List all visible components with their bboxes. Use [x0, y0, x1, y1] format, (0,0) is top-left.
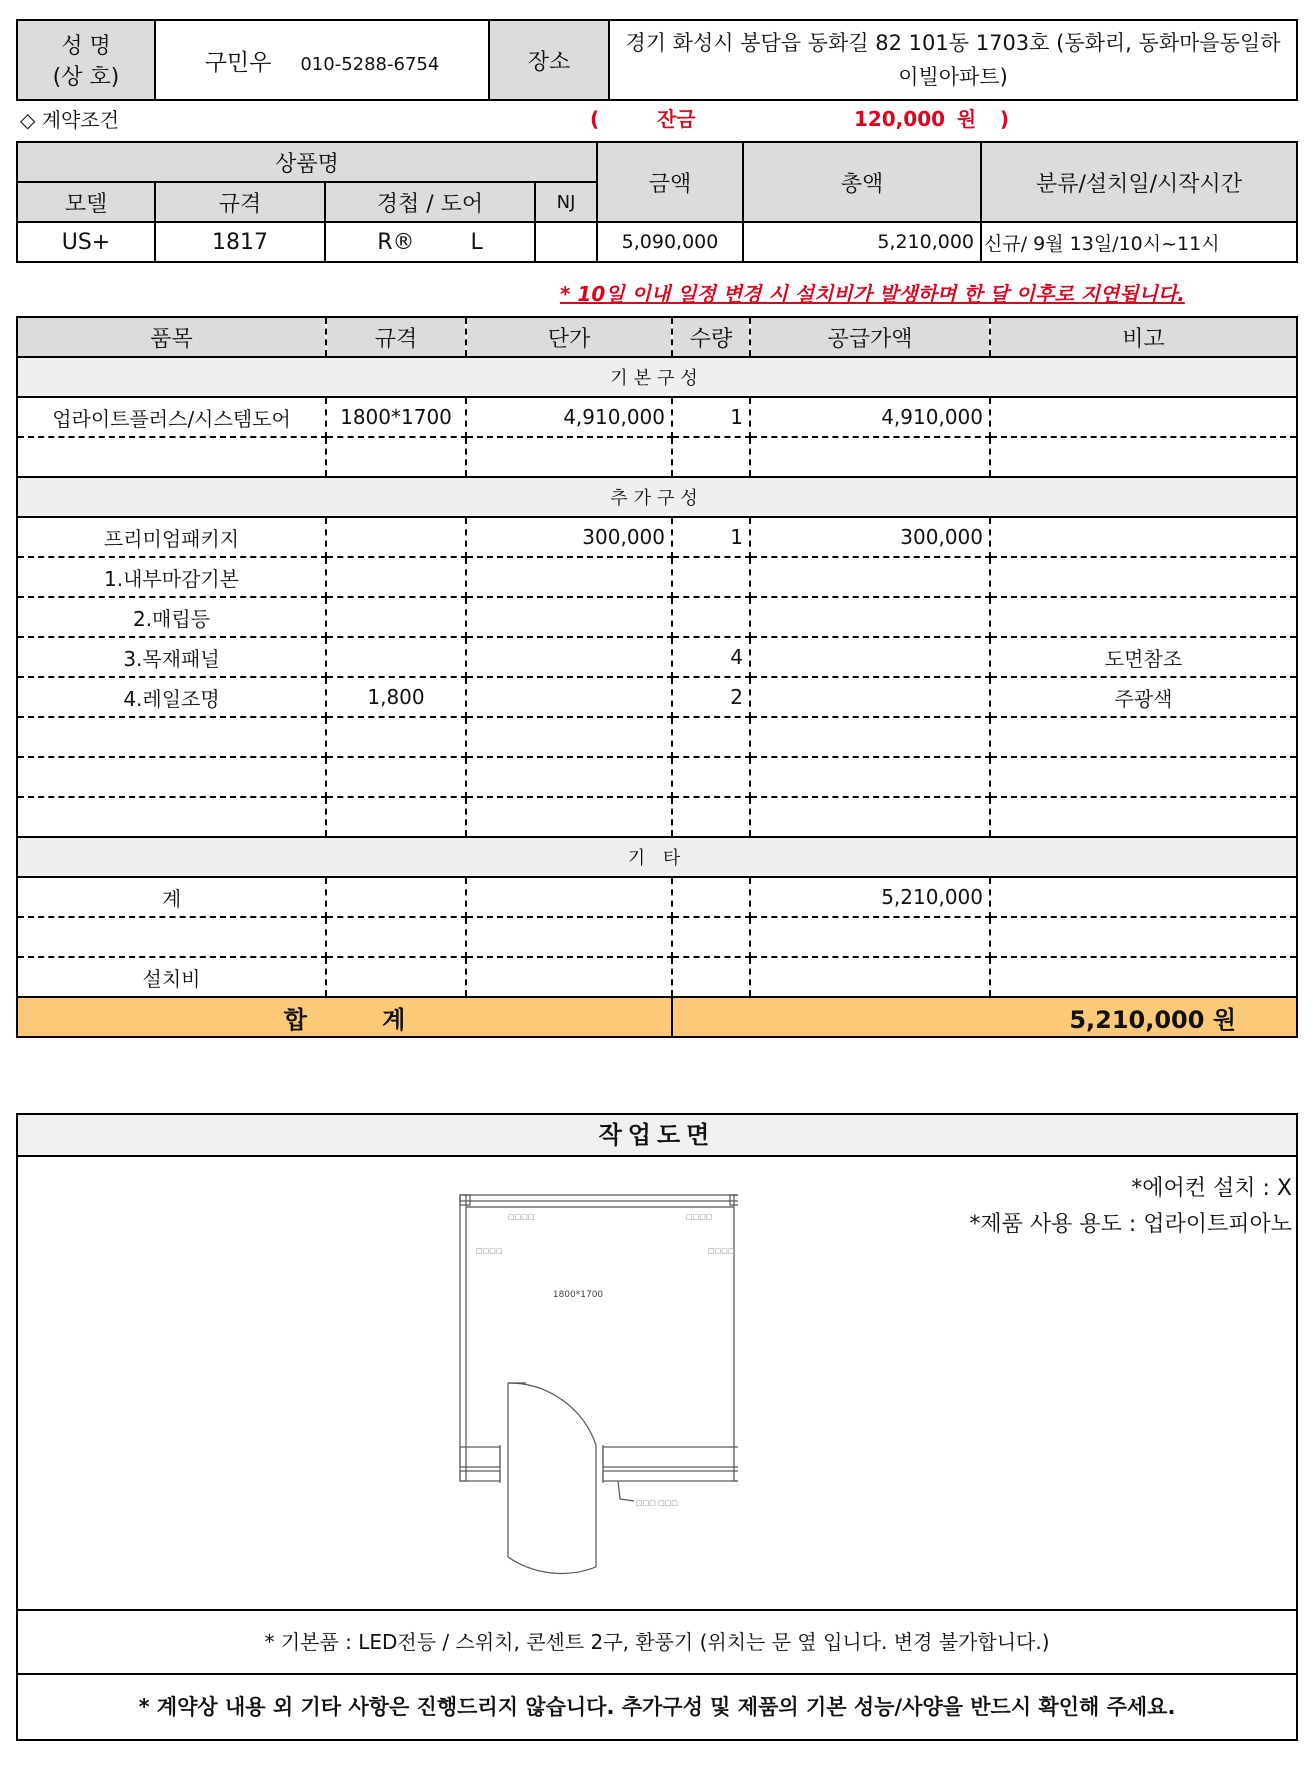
header-supply-amount: 공급가액: [750, 317, 990, 357]
cell-item: 4.레일조명: [17, 677, 326, 717]
glass-door-header: 경첩 / 도어: [325, 182, 535, 222]
cell-remark: 주광색: [990, 677, 1297, 717]
cell-unit-price: [466, 677, 672, 717]
cell-item: [17, 717, 326, 757]
plan-label-mark: □□□ □□□: [636, 1499, 678, 1507]
table-row: [17, 757, 1297, 797]
cell-remark: [990, 717, 1297, 757]
cell-remark: [990, 397, 1297, 437]
balance-line: [590, 103, 1050, 132]
cell-unit-price: [466, 957, 672, 997]
cell-item: 2.매립등: [17, 597, 326, 637]
section-row: [17, 477, 1297, 517]
plan-label-mark: □□□□: [508, 1213, 535, 1221]
section-label: 기 타: [17, 837, 1297, 877]
cell-supply-amount: 5,210,000: [750, 877, 990, 917]
items-header-row: [17, 317, 1297, 357]
cell-spec: [326, 757, 466, 797]
basic-items-note: * 기본품 : LED전등 / 스위치, 콘센트 2구, 환풍기 (위치는 문 옆 입니다. 변경 불가합니다.): [18, 1611, 1296, 1675]
place-label: 장소: [489, 20, 609, 100]
cell-remark: [990, 757, 1297, 797]
cell-spec: [326, 957, 466, 997]
items-table: [16, 316, 1298, 1038]
cell-item: 프리미엄패키지: [17, 517, 326, 557]
grand-total-row: [17, 997, 1297, 1037]
cell-quantity: 1: [672, 517, 750, 557]
balance-currency: 원: [956, 107, 977, 131]
grand-total-label: 합 계: [17, 997, 672, 1037]
cell-spec: [326, 877, 466, 917]
cell-item: 1.내부마감기본: [17, 557, 326, 597]
header-remark: 비고: [990, 317, 1297, 357]
contract-warning: * 계약상 내용 외 기타 사항은 진행드리지 않습니다. 추가구성 및 제품의 기본 성능/사양을 반드시 확인해 주세요.: [138, 1695, 1176, 1719]
nj-value: [535, 222, 597, 262]
section-label: 기본구성: [17, 357, 1297, 397]
spec-value: 1817: [155, 222, 325, 262]
cell-quantity: [672, 877, 750, 917]
cell-unit-price: [466, 637, 672, 677]
cell-spec: [326, 517, 466, 557]
cell-supply-amount: 4,910,000: [750, 397, 990, 437]
cell-remark: [990, 917, 1297, 957]
cell-unit-price: [466, 797, 672, 837]
address: 경기 화성시 봉담읍 동화길 82 101동 1703호 (동화리, 동화마을동일하이빌아파트): [609, 20, 1297, 100]
name-label-line2: (상 호): [52, 65, 120, 90]
cell-remark: [990, 877, 1297, 917]
cell-spec: [326, 917, 466, 957]
customer-name: 구민우: [204, 49, 272, 76]
cell-spec: 1800*1700: [326, 397, 466, 437]
table-row: [17, 437, 1297, 477]
glass-door-value: R® L: [325, 222, 535, 262]
cell-supply-amount: [750, 677, 990, 717]
cell-unit-price: [466, 917, 672, 957]
product-table: [16, 141, 1298, 263]
amount-header: 금액: [597, 142, 743, 222]
cell-supply-amount: [750, 437, 990, 477]
cell-item: 업라이트플러스/시스템도어: [17, 397, 326, 437]
schedule-change-notice: * 10일 이내 일정 변경 시 설치비가 발생하며 한 달 이후로 지연됩니다.: [560, 282, 1185, 306]
usage-note: *제품 사용 용도 : 업라이트피아노: [969, 1212, 1292, 1237]
cell-spec: [326, 717, 466, 757]
plan-label-mark: □□□□: [476, 1247, 503, 1255]
amount-value: 5,090,000: [597, 222, 743, 262]
cell-item: [17, 917, 326, 957]
cell-spec: [326, 597, 466, 637]
cell-quantity: [672, 957, 750, 997]
header-quantity: 수량: [672, 317, 750, 357]
cell-supply-amount: [750, 757, 990, 797]
section-row: [17, 357, 1297, 397]
table-row: [17, 917, 1297, 957]
cell-supply-amount: [750, 917, 990, 957]
cell-remark: [990, 797, 1297, 837]
cell-quantity: 1: [672, 397, 750, 437]
table-row: [17, 397, 1297, 437]
spec-header: 규격: [155, 182, 325, 222]
table-row: [17, 637, 1297, 677]
cell-quantity: 2: [672, 677, 750, 717]
plan-label-mark: □□□□: [686, 1213, 713, 1221]
plan-size-label: 1800*1700: [552, 1290, 604, 1300]
cell-item: 3.목재패널: [17, 637, 326, 677]
section-row: [17, 837, 1297, 877]
cell-spec: [326, 797, 466, 837]
cell-supply-amount: [750, 637, 990, 677]
cell-unit-price: [466, 557, 672, 597]
product-name-header: 상품명: [17, 142, 597, 182]
drawing-area: [18, 1157, 1296, 1611]
cell-item: [17, 757, 326, 797]
cell-spec: [326, 437, 466, 477]
table-row: [17, 957, 1297, 997]
cell-spec: [326, 637, 466, 677]
total-value: 5,210,000: [743, 222, 981, 262]
table-row: [17, 717, 1297, 757]
name-label-line1: 성 명: [61, 34, 111, 59]
section-label: 추가구성: [17, 477, 1297, 517]
cell-spec: [326, 557, 466, 597]
customer-info-table: [16, 19, 1298, 101]
cell-item: 계: [17, 877, 326, 917]
name-label: [17, 20, 155, 100]
table-row: [17, 797, 1297, 837]
balance-label: 잔금: [656, 107, 696, 131]
cell-unit-price: [466, 877, 672, 917]
aircon-note: *에어컨 설치 : X: [1131, 1176, 1292, 1201]
cell-supply-amount: [750, 717, 990, 757]
cell-item: [17, 797, 326, 837]
cell-quantity: [672, 437, 750, 477]
grand-total-value: 5,210,000 원: [672, 997, 1297, 1037]
header-unit-price: 단가: [466, 317, 672, 357]
table-row: [17, 517, 1297, 557]
drawing-title: 작업도면: [18, 1115, 1296, 1157]
cell-unit-price: [466, 757, 672, 797]
cell-supply-amount: [750, 957, 990, 997]
cell-unit-price: [466, 717, 672, 757]
balance-close-paren: ): [999, 107, 1010, 131]
table-row: [17, 557, 1297, 597]
cell-remark: [990, 957, 1297, 997]
total-header: 총액: [743, 142, 981, 222]
header-spec: 규격: [326, 317, 466, 357]
cell-unit-price: [466, 597, 672, 637]
cell-remark: [990, 517, 1297, 557]
category-header: 분류/설치일/시작시간: [981, 142, 1297, 222]
cell-supply-amount: 300,000: [750, 517, 990, 557]
cell-quantity: [672, 557, 750, 597]
cell-supply-amount: [750, 597, 990, 637]
balance-value: 120,000: [853, 107, 946, 131]
model-header: 모델: [17, 182, 155, 222]
plan-label-mark: □□□□: [708, 1247, 735, 1255]
table-row: [17, 877, 1297, 917]
cell-remark: 도면참조: [990, 637, 1297, 677]
cell-supply-amount: [750, 797, 990, 837]
balance-open-paren: (: [590, 107, 600, 131]
customer-cell: [155, 20, 489, 100]
work-drawing-section: [16, 1113, 1298, 1741]
category-value: 신규/ 9월 13일/10시~11시: [981, 222, 1297, 262]
cell-remark: [990, 557, 1297, 597]
table-row: [17, 597, 1297, 637]
cell-quantity: [672, 597, 750, 637]
cell-item: 설치비: [17, 957, 326, 997]
items-body: [17, 317, 1297, 1037]
contract-conditions-label: ◇ 계약조건: [20, 108, 120, 132]
cell-remark: [990, 437, 1297, 477]
cell-quantity: [672, 757, 750, 797]
cell-unit-price: [466, 437, 672, 477]
cell-spec: 1,800: [326, 677, 466, 717]
table-row: [17, 677, 1297, 717]
cell-unit-price: 300,000: [466, 517, 672, 557]
cell-quantity: [672, 917, 750, 957]
floor-plan-drawing: [438, 1187, 738, 1607]
cell-unit-price: 4,910,000: [466, 397, 672, 437]
cell-item: [17, 437, 326, 477]
customer-phone: 010-5288-6754: [300, 53, 440, 75]
cell-quantity: [672, 797, 750, 837]
nj-header: NJ: [535, 182, 597, 222]
cell-quantity: [672, 717, 750, 757]
header-item: 품목: [17, 317, 326, 357]
cell-quantity: 4: [672, 637, 750, 677]
cell-remark: [990, 597, 1297, 637]
cell-supply-amount: [750, 557, 990, 597]
model-value: US+: [17, 222, 155, 262]
